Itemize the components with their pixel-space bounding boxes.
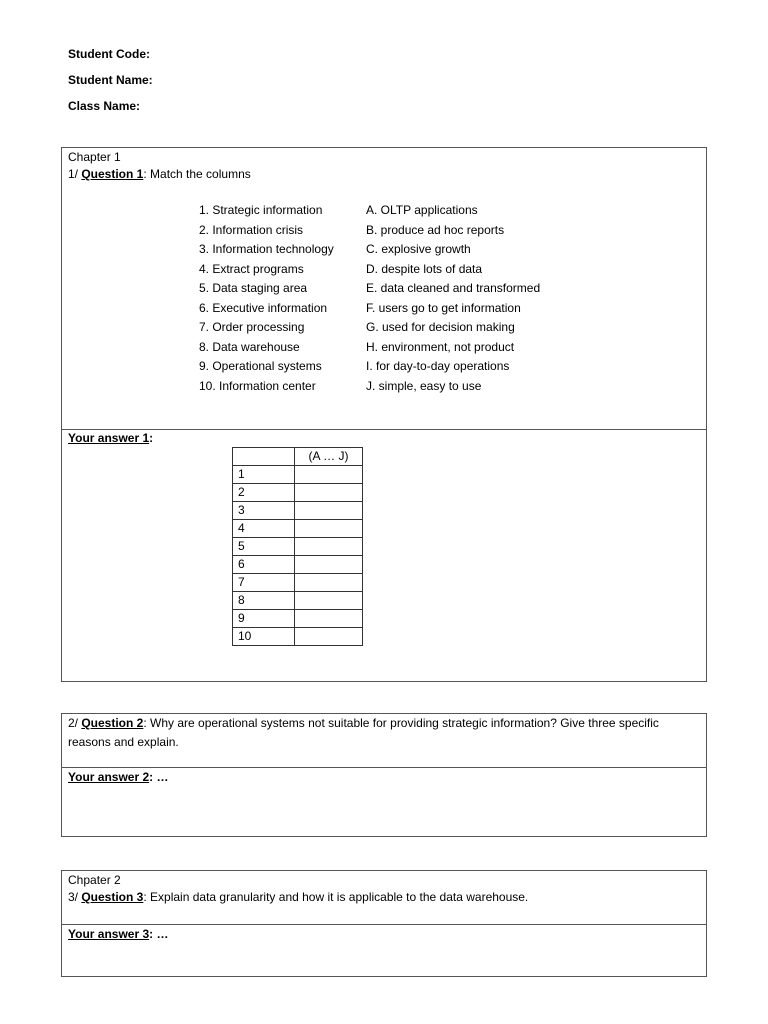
question-3-number: 3/ (68, 890, 82, 904)
row-number: 8 (233, 592, 295, 610)
answer-2-heading (68, 770, 168, 784)
right-item: A. OLTP applications (366, 203, 478, 217)
left-item: 1. Strategic information (199, 203, 323, 217)
left-item: 7. Order processing (199, 320, 305, 334)
match-left-column (199, 201, 334, 396)
question-3-label: Question 3 (81, 890, 144, 904)
table-row (233, 628, 363, 646)
answer-1-heading (68, 431, 153, 445)
student-code-label: Student Code: (68, 47, 150, 61)
question-3-text: : Explain data granularity and how it is applicable to the data warehouse. (143, 890, 529, 904)
question-2-label: Question 2 (81, 716, 144, 730)
right-item: B. produce ad hoc reports (366, 222, 505, 237)
table-row (233, 502, 363, 520)
answer-cell[interactable] (295, 466, 363, 484)
answer-1-section (62, 429, 706, 681)
table-row (233, 574, 363, 592)
question-2-prompt-line2: reasons and explain. (68, 735, 179, 749)
answer-cell[interactable] (295, 556, 363, 574)
question-1-text: : Match the columns (143, 167, 251, 181)
right-item: D. despite lots of data (366, 261, 483, 276)
answer-3-placeholder: : … (149, 927, 169, 941)
row-number: 4 (233, 520, 295, 538)
left-item: 2. Information crisis (199, 222, 304, 237)
student-name-label: Student Name: (68, 73, 153, 87)
answer-cell[interactable] (295, 484, 363, 502)
match-right-column (366, 201, 540, 396)
question-2-number: 2/ (68, 716, 82, 730)
right-item: C. explosive growth (366, 242, 471, 256)
question-2-box (61, 713, 707, 837)
question-1-number: 1/ (68, 167, 82, 181)
answer-1-label: Your answer 1 (68, 431, 150, 445)
answer-2-label: Your answer 2 (68, 770, 150, 784)
answer-3-section[interactable] (62, 924, 706, 976)
answer-cell[interactable] (295, 538, 363, 556)
answer-cell[interactable] (295, 628, 363, 646)
table-row (233, 466, 363, 484)
right-item: J. simple, easy to use (366, 378, 482, 393)
answer-1-table (232, 447, 363, 646)
row-number: 5 (233, 538, 295, 556)
question-3-box (61, 870, 707, 977)
table-row (233, 592, 363, 610)
answer-1-colon: : (149, 431, 154, 445)
answer-2-placeholder: : … (149, 770, 169, 784)
answer-3-label: Your answer 3 (68, 927, 150, 941)
answer-3-heading (68, 927, 168, 941)
table-row (233, 520, 363, 538)
row-number: 2 (233, 484, 295, 502)
table-header-range: (A … J) (295, 448, 363, 466)
class-name-label: Class Name: (68, 99, 141, 113)
table-header-cell (233, 448, 295, 466)
row-number: 9 (233, 610, 295, 628)
table-header-row (233, 448, 363, 466)
question-1-label: Question 1 (81, 167, 144, 181)
row-number: 7 (233, 574, 295, 592)
left-item: 8. Data warehouse (199, 339, 300, 354)
right-item: I. for day-to-day operations (366, 359, 510, 373)
row-number: 10 (233, 628, 295, 646)
answer-cell[interactable] (295, 502, 363, 520)
answer-cell[interactable] (295, 592, 363, 610)
left-item: 10. Information center (199, 378, 316, 393)
left-item: 5. Data staging area (199, 281, 308, 295)
left-item: 4. Extract programs (199, 261, 304, 276)
question-2-text: : Why are operational systems not suitable for providing strategic information? Give three specific (143, 716, 659, 730)
question-1-prompt (68, 167, 251, 181)
table-row (233, 538, 363, 556)
answer-2-section[interactable] (62, 767, 706, 836)
answer-cell[interactable] (295, 610, 363, 628)
question-2-prompt-line1 (68, 716, 659, 730)
left-item: 3. Information technology (199, 242, 334, 256)
table-row (233, 610, 363, 628)
table-row (233, 556, 363, 574)
question-1-box (61, 147, 707, 682)
row-number: 1 (233, 466, 295, 484)
left-item: 9. Operational systems (199, 359, 322, 373)
chapter-2-title: Chpater 2 (68, 873, 121, 887)
row-number: 6 (233, 556, 295, 574)
row-number: 3 (233, 502, 295, 520)
right-item: E. data cleaned and transformed (366, 281, 541, 295)
answer-cell[interactable] (295, 574, 363, 592)
right-item: G. used for decision making (366, 320, 515, 334)
answer-cell[interactable] (295, 520, 363, 538)
question-3-prompt (68, 890, 528, 904)
right-item: F. users go to get information (366, 300, 521, 315)
left-item: 6. Executive information (199, 300, 328, 315)
table-row (233, 484, 363, 502)
right-item: H. environment, not product (366, 339, 515, 354)
chapter-1-title: Chapter 1 (68, 150, 121, 164)
